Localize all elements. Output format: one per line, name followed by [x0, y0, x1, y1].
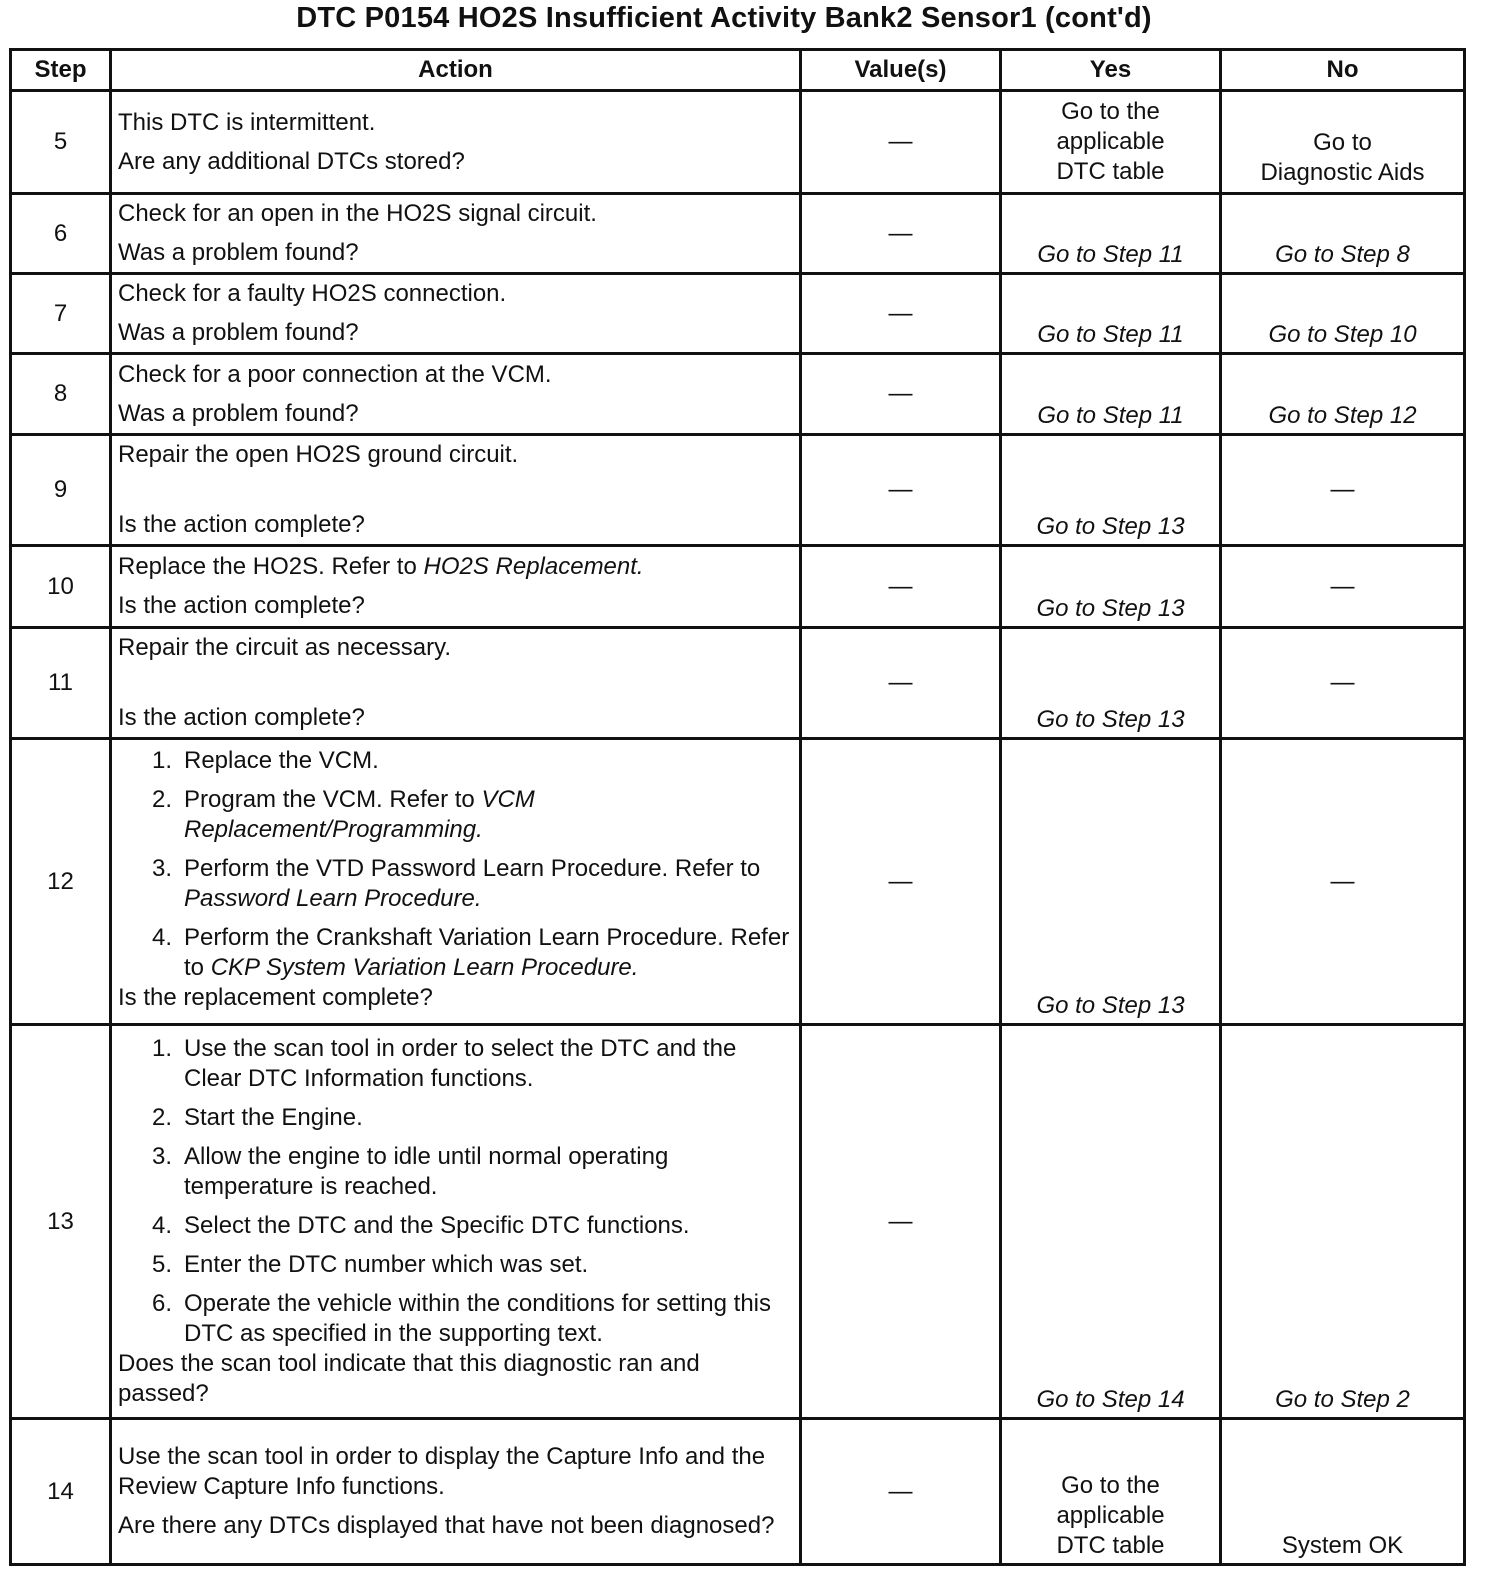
action-cell [111, 194, 801, 274]
dtc-table [9, 48, 1466, 1566]
no-cell [1221, 91, 1465, 194]
yes-line: DTC table [1056, 1532, 1165, 1559]
header-values: Value(s) [801, 50, 1001, 91]
no-cell: — [1221, 435, 1465, 546]
list-item: 5. Enter the DTC number which was set. [152, 1251, 589, 1278]
action-text: Check for a poor connection at the VCM. [118, 360, 552, 388]
no-cell[interactable]: Go to Step 2 [1221, 1025, 1465, 1419]
table-row [11, 435, 1465, 546]
step-number: 6 [11, 194, 111, 274]
yes-line: applicable [1056, 1502, 1165, 1529]
action-question: Was a problem found? [118, 239, 359, 266]
yes-cell[interactable]: Go to Step 11 [1001, 194, 1221, 274]
step-number: 12 [11, 739, 111, 1025]
action-cell [111, 91, 801, 194]
table-row [11, 739, 1465, 1025]
no-cell: — [1221, 739, 1465, 1025]
reference-link[interactable]: Password Learn Procedure. [184, 885, 482, 912]
list-item: 2. Start the Engine. [152, 1104, 363, 1131]
step-number: 10 [11, 546, 111, 628]
value-cell: — [801, 628, 1001, 739]
action-question: Is the action complete? [118, 592, 365, 619]
no-cell: — [1221, 628, 1465, 739]
action-cell [111, 435, 801, 546]
header-action: Action [111, 50, 801, 91]
value-cell: — [801, 91, 1001, 194]
action-question: Does the scan tool indicate that this diagnostic ran and passed? [118, 1350, 700, 1407]
yes-cell[interactable]: Go to Step 13 [1001, 435, 1221, 546]
table-row [11, 628, 1465, 739]
page-title: DTC P0154 HO2S Insufficient Activity Bank2 Sensor1 (cont'd) [296, 2, 1152, 34]
no-cell: — [1221, 546, 1465, 628]
yes-cell[interactable]: Go to Step 13 [1001, 739, 1221, 1025]
value-cell: — [801, 739, 1001, 1025]
no-line: Go to [1313, 129, 1372, 156]
table-row [11, 546, 1465, 628]
no-line: Diagnostic Aids [1260, 159, 1425, 186]
no-cell[interactable]: Go to Step 8 [1221, 194, 1465, 274]
action-cell [111, 739, 801, 1025]
procedure-list [118, 1034, 791, 1349]
yes-line: DTC table [1056, 158, 1165, 185]
action-question: Are any additional DTCs stored? [118, 147, 465, 175]
step-number: 13 [11, 1025, 111, 1419]
step-number: 14 [11, 1419, 111, 1565]
step-number: 9 [11, 435, 111, 546]
reference-link[interactable]: HO2S Replacement. [423, 553, 644, 580]
yes-cell[interactable]: Go to Step 11 [1001, 354, 1221, 435]
table-row [11, 194, 1465, 274]
action-cell [111, 1419, 801, 1565]
value-cell: — [801, 274, 1001, 354]
table-row [11, 1419, 1465, 1565]
value-cell: — [801, 194, 1001, 274]
list-item: 4. Select the DTC and the Specific DTC functions. [152, 1212, 690, 1239]
list-item: 3. Allow the engine to idle until normal operating temperature is reached. [152, 1143, 669, 1200]
step-number: 11 [11, 628, 111, 739]
step-number: 7 [11, 274, 111, 354]
yes-cell [1001, 1419, 1221, 1565]
action-question: Was a problem found? [118, 399, 359, 427]
action-text: Repair the open HO2S ground circuit. [118, 441, 519, 468]
list-item: 4. Perform the Crankshaft Variation Learn Procedure. Refer to CKP System Variation Learn Procedure. [152, 924, 790, 981]
table-row [11, 91, 1465, 194]
reference-link[interactable]: CKP System Variation Learn Procedure. [210, 954, 639, 981]
action-question: Is the action complete? [118, 704, 365, 731]
header-yes: Yes [1001, 50, 1221, 91]
action-question: Is the action complete? [118, 511, 365, 538]
reference-link[interactable]: VCM Replacement/Programming. [184, 786, 535, 843]
action-cell [111, 628, 801, 739]
yes-cell[interactable]: Go to Step 11 [1001, 274, 1221, 354]
list-item: 6. Operate the vehicle within the conditions for setting this DTC as specified in the supporting text. [152, 1290, 771, 1347]
action-text: Check for a faulty HO2S connection. [118, 280, 507, 307]
action-cell [111, 1025, 801, 1419]
yes-cell[interactable]: Go to Step 13 [1001, 628, 1221, 739]
table-header-row [11, 50, 1465, 91]
action-text: Check for an open in the HO2S signal circuit. [118, 200, 597, 227]
action-cell [111, 546, 801, 628]
action-cell [111, 274, 801, 354]
no-cell[interactable]: Go to Step 12 [1221, 354, 1465, 435]
yes-cell [1001, 91, 1221, 194]
header-no: No [1221, 50, 1465, 91]
yes-line: applicable [1056, 128, 1165, 155]
value-cell: — [801, 1025, 1001, 1419]
action-text: This DTC is intermittent. [118, 108, 376, 136]
step-number: 8 [11, 354, 111, 435]
action-question: Was a problem found? [118, 319, 359, 346]
action-cell [111, 354, 801, 435]
yes-line: Go to the [1061, 1472, 1160, 1499]
value-cell: — [801, 435, 1001, 546]
list-item: 1. Replace the VCM. [152, 747, 379, 774]
list-item: 2. Program the VCM. Refer to VCM Replacement/Programming. [152, 786, 535, 843]
action-text: Use the scan tool in order to display the Capture Info and the Review Capture Info functions. [118, 1443, 766, 1500]
list-item: 1. Use the scan tool in order to select the DTC and the Clear DTC Information functions. [152, 1035, 737, 1092]
table-row [11, 1025, 1465, 1419]
table-row [11, 354, 1465, 435]
yes-cell[interactable]: Go to Step 14 [1001, 1025, 1221, 1419]
yes-cell[interactable]: Go to Step 13 [1001, 546, 1221, 628]
no-cell: System OK [1221, 1419, 1465, 1565]
no-cell[interactable]: Go to Step 10 [1221, 274, 1465, 354]
action-question: Is the replacement complete? [118, 984, 433, 1011]
action-question: Are there any DTCs displayed that have not been diagnosed? [118, 1512, 775, 1539]
value-cell: — [801, 1419, 1001, 1565]
procedure-list [118, 746, 791, 983]
step-number: 5 [11, 91, 111, 194]
yes-line: Go to the [1061, 98, 1160, 125]
action-text: Repair the circuit as necessary. [118, 634, 452, 661]
action-text: Replace the HO2S. Refer to HO2S Replacement. [118, 553, 644, 580]
header-step: Step [11, 50, 111, 91]
value-cell: — [801, 546, 1001, 628]
table-row [11, 274, 1465, 354]
list-item: 3. Perform the VTD Password Learn Procedure. Refer to Password Learn Procedure. [152, 855, 761, 912]
value-cell: — [801, 354, 1001, 435]
